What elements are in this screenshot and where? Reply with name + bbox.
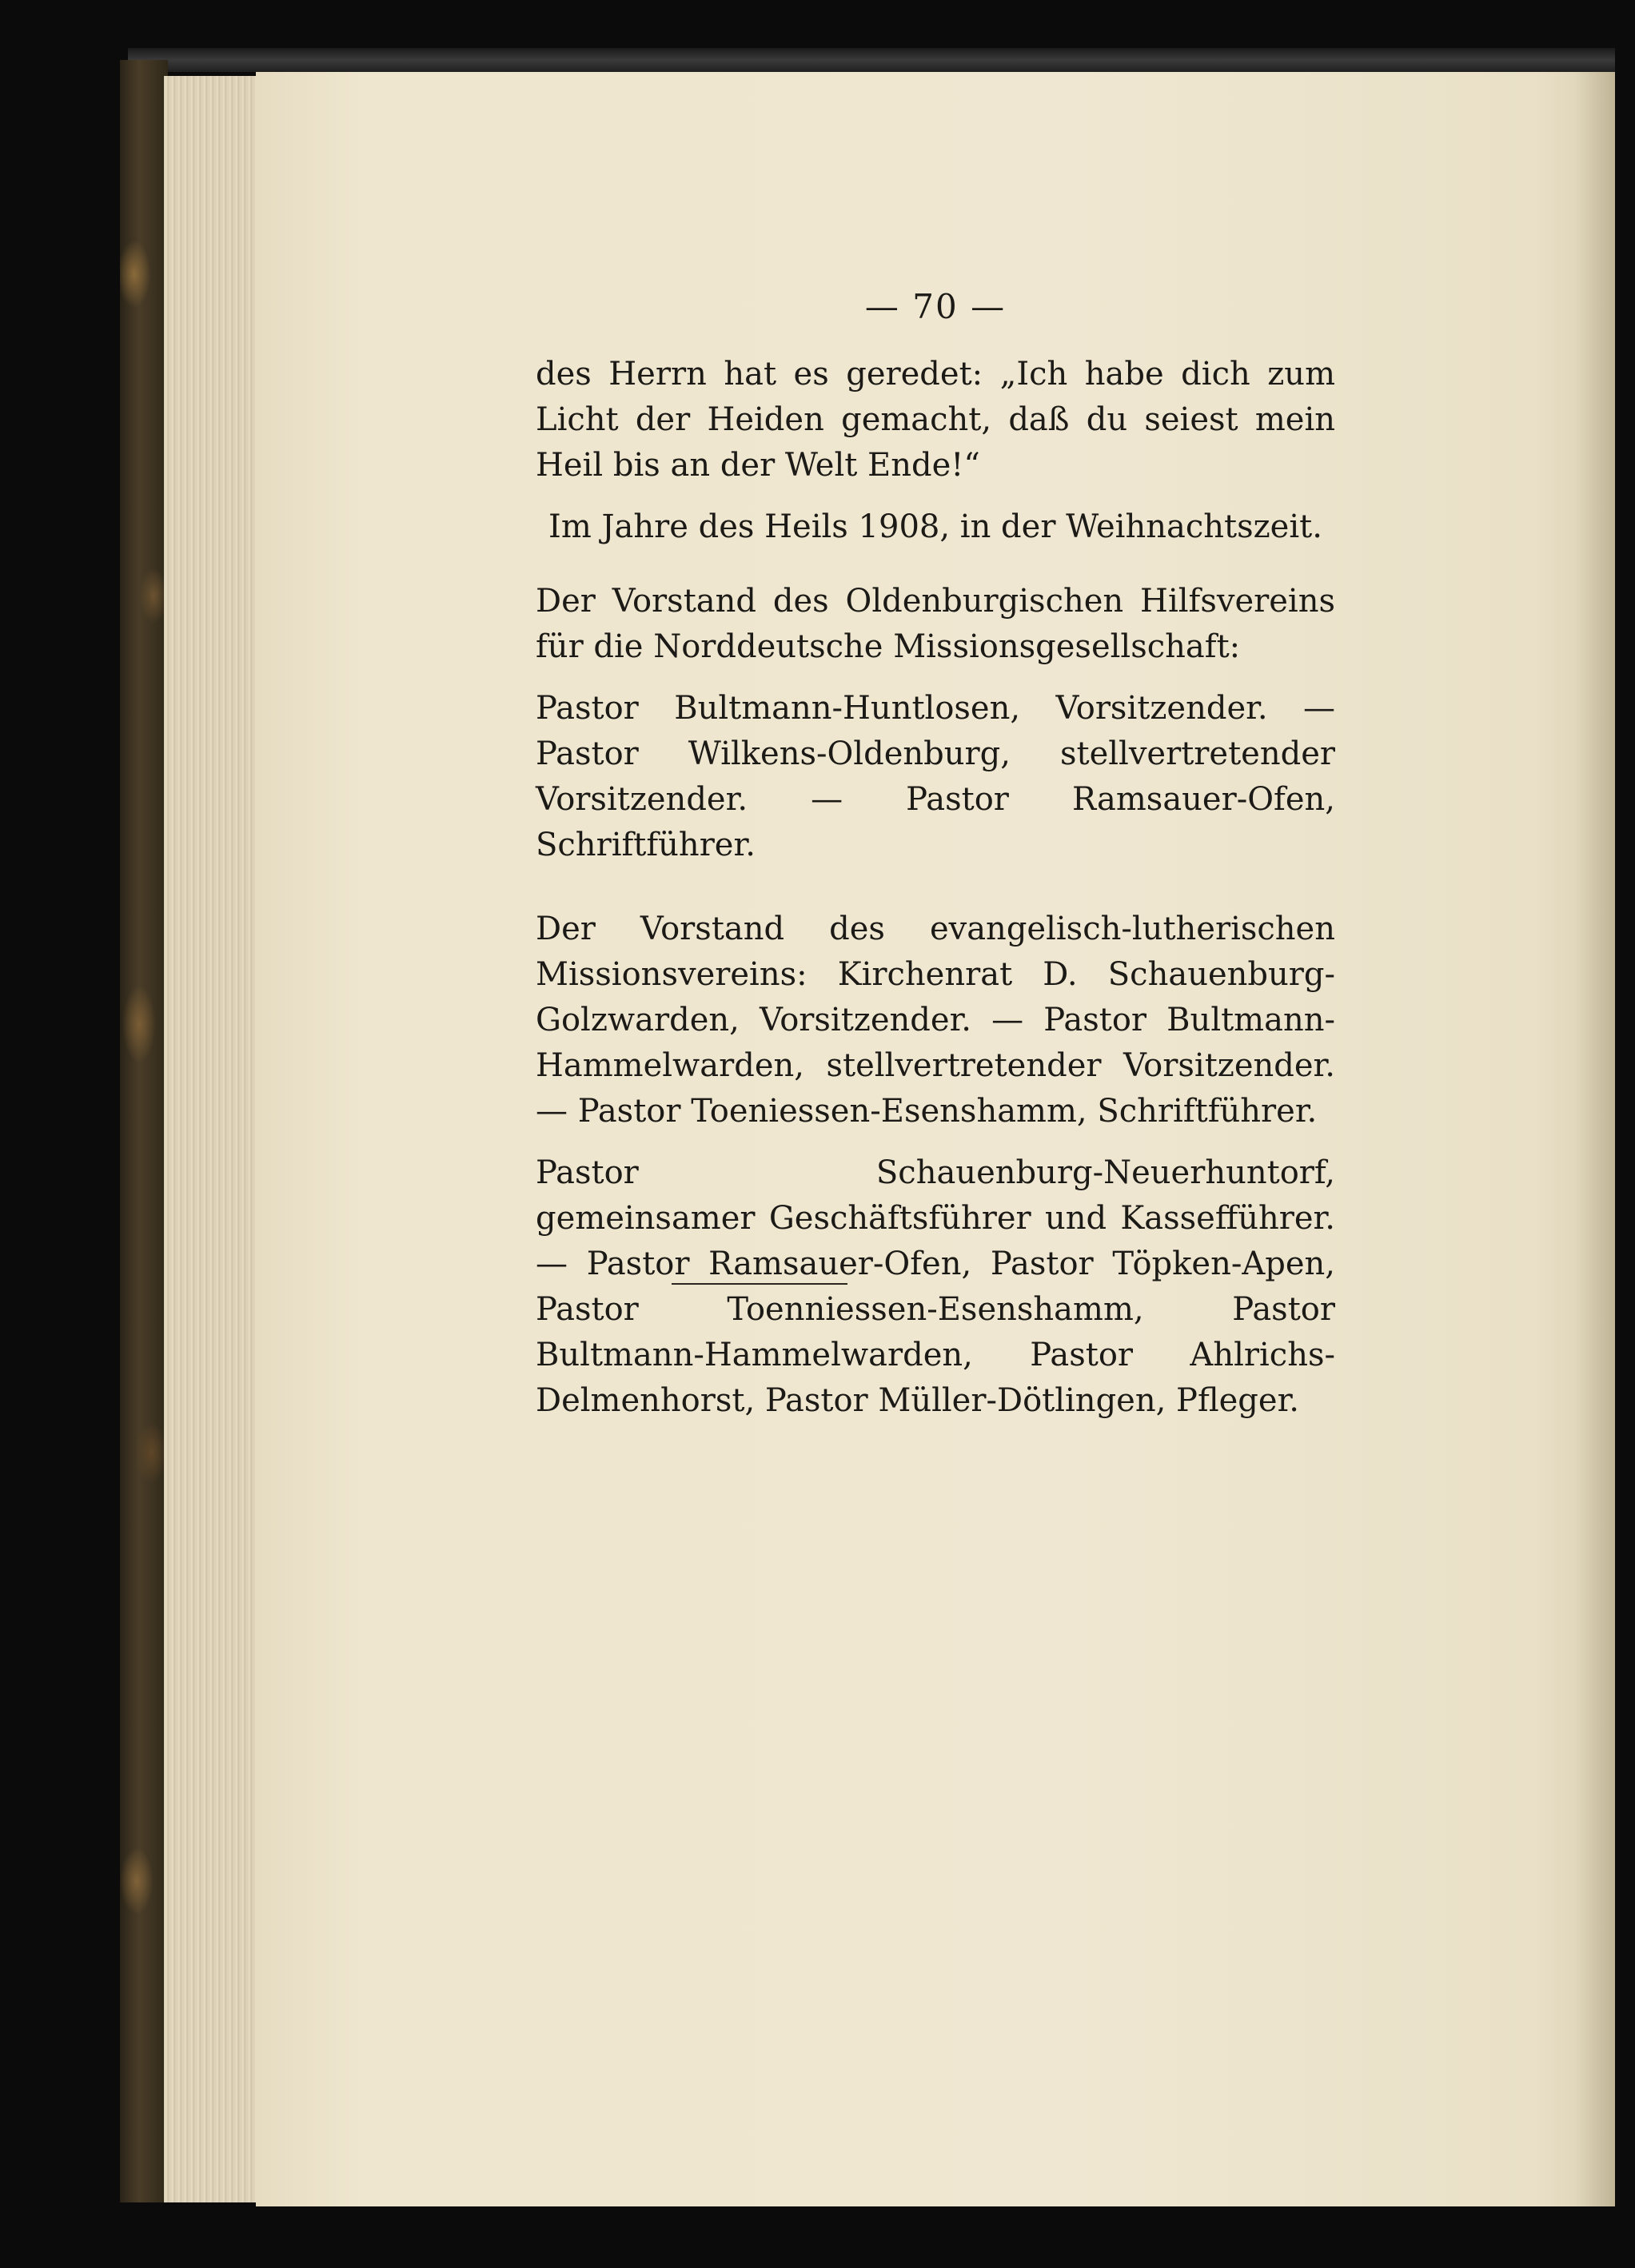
paragraph-board-heading: Der Vorstand des Oldenburgischen Hilfsvereins für die Norddeutsche Missionsgesellschaft:: [536, 583, 1335, 665]
page-number: — 70 —: [864, 287, 1007, 326]
page-edges: [164, 76, 260, 2202]
paragraph-mission-board: Der Vorstand des evangelisch-lutherischen Missionsvereins: Kirchenrat D. Schauenburg-Golzwarden, Vorsitzender. — Pastor Bultmann-Hammelwarden, stellvertretender Vorsitzender. — Pastor Toeniessen-Esenshamm, Schriftführer.: [536, 911, 1335, 1130]
book-page: [256, 72, 1615, 2206]
paragraph-board-members: Pastor Bultmann-Huntlosen, Vorsitzender. — Pastor Wilkens-Oldenburg, stellvertretender Vorsitzender. — Pastor Ramsauer-Ofen, Schriftführer.: [536, 690, 1335, 863]
paragraph-quote: des Herrn hat es geredet: „Ich habe dich zum Licht der Heiden gemacht, daß du seiest mein Heil bis an der Welt Ende!“: [536, 356, 1335, 484]
paragraph-date: Im Jahre des Heils 1908, in der Weihnachtszeit.: [548, 508, 1322, 545]
closing-rule: [672, 1283, 847, 1285]
book-binding: [128, 48, 1615, 72]
page-gutter-shadow: [1575, 72, 1615, 2206]
paragraph-caretakers: Pastor Schauenburg-Neuerhuntorf, gemeinsamer Geschäftsführer und Kassefführer. — Pastor Ramsauer-Ofen, Pastor Töpken-Apen, Pastor Toenniessen-Esenshamm, Pastor Bultmann-Hammelwarden, Pastor Ahlrichs-Delmenhorst, Pastor Müller-Dötlingen, Pfleger.: [536, 1154, 1335, 1419]
page-text: [536, 284, 1335, 1424]
marbled-edge: [120, 60, 168, 2202]
